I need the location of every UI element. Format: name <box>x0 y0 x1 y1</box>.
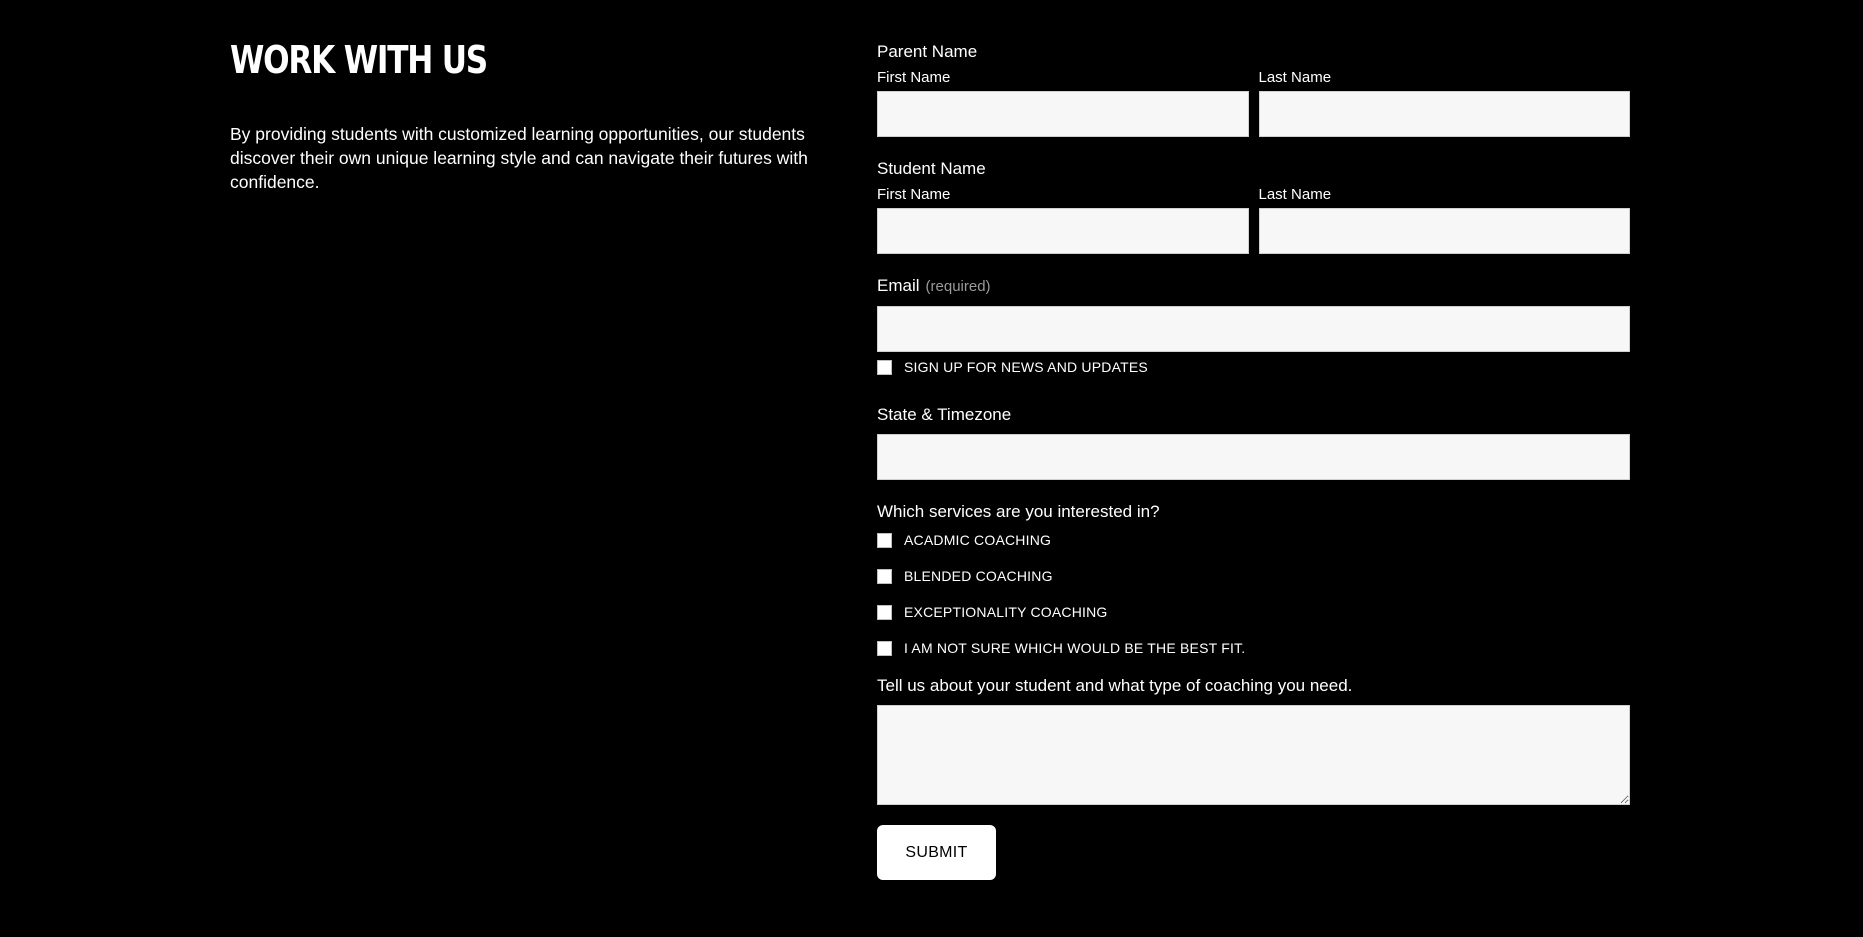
student-name-row <box>877 183 1630 254</box>
email-label <box>877 272 1630 301</box>
page-title: WORK WITH US <box>230 38 487 82</box>
service-option-label: BLENDED COACHING <box>904 568 1053 584</box>
message-label: Tell us about your student and what type of coaching you need. <box>877 676 1353 695</box>
service-option-label: EXCEPTIONALITY COACHING <box>904 604 1108 620</box>
student-first-name-label: First Name <box>877 186 951 203</box>
newsletter-checkbox[interactable] <box>877 360 892 375</box>
service-checkbox[interactable] <box>877 641 892 656</box>
contact-form <box>877 38 1630 880</box>
service-option[interactable] <box>877 602 1630 622</box>
student-last-name-label: Last Name <box>1258 186 1332 203</box>
parent-name-label: Parent Name <box>877 42 978 61</box>
student-first-name-group <box>877 183 1249 254</box>
message-textarea[interactable] <box>877 705 1630 805</box>
service-option-label: ACADMIC COACHING <box>904 532 1052 548</box>
intro-section <box>230 36 810 194</box>
newsletter-checkbox-label: SIGN UP FOR NEWS AND UPDATES <box>904 359 1148 375</box>
parent-first-name-input[interactable] <box>877 91 1249 137</box>
parent-last-name-group <box>1259 66 1631 137</box>
submit-button[interactable]: SUBMIT <box>877 825 996 880</box>
parent-first-name-label: First Name <box>877 69 951 86</box>
services-label: Which services are you interested in? <box>877 502 1160 521</box>
email-input[interactable] <box>877 306 1630 352</box>
submit-row <box>877 825 1630 880</box>
parent-first-name-group <box>877 66 1249 137</box>
parent-name-row <box>877 66 1630 137</box>
service-checkbox[interactable] <box>877 533 892 548</box>
parent-last-name-input[interactable] <box>1259 91 1631 137</box>
intro-text: By providing students with customized learning opportunities, our students discover their own unique learning style and can navigate their futures with confidence. <box>230 124 808 192</box>
service-option-label: I AM NOT SURE WHICH WOULD BE THE BEST FIT. <box>904 640 1246 656</box>
state-timezone-label: State & Timezone <box>877 405 1012 424</box>
service-option[interactable] <box>877 638 1630 658</box>
service-option[interactable] <box>877 566 1630 586</box>
student-first-name-input[interactable] <box>877 208 1249 254</box>
service-option[interactable] <box>877 530 1630 550</box>
newsletter-checkbox-row[interactable] <box>877 357 1630 377</box>
service-checkbox[interactable] <box>877 569 892 584</box>
services-options <box>877 530 1630 658</box>
service-checkbox[interactable] <box>877 605 892 620</box>
student-last-name-input[interactable] <box>1259 208 1631 254</box>
student-name-label: Student Name <box>877 159 986 178</box>
state-timezone-input[interactable] <box>877 434 1630 480</box>
email-label-text: Email <box>877 276 920 295</box>
parent-last-name-label: Last Name <box>1258 69 1332 86</box>
required-note: (required) <box>925 278 991 295</box>
student-last-name-group <box>1259 183 1631 254</box>
